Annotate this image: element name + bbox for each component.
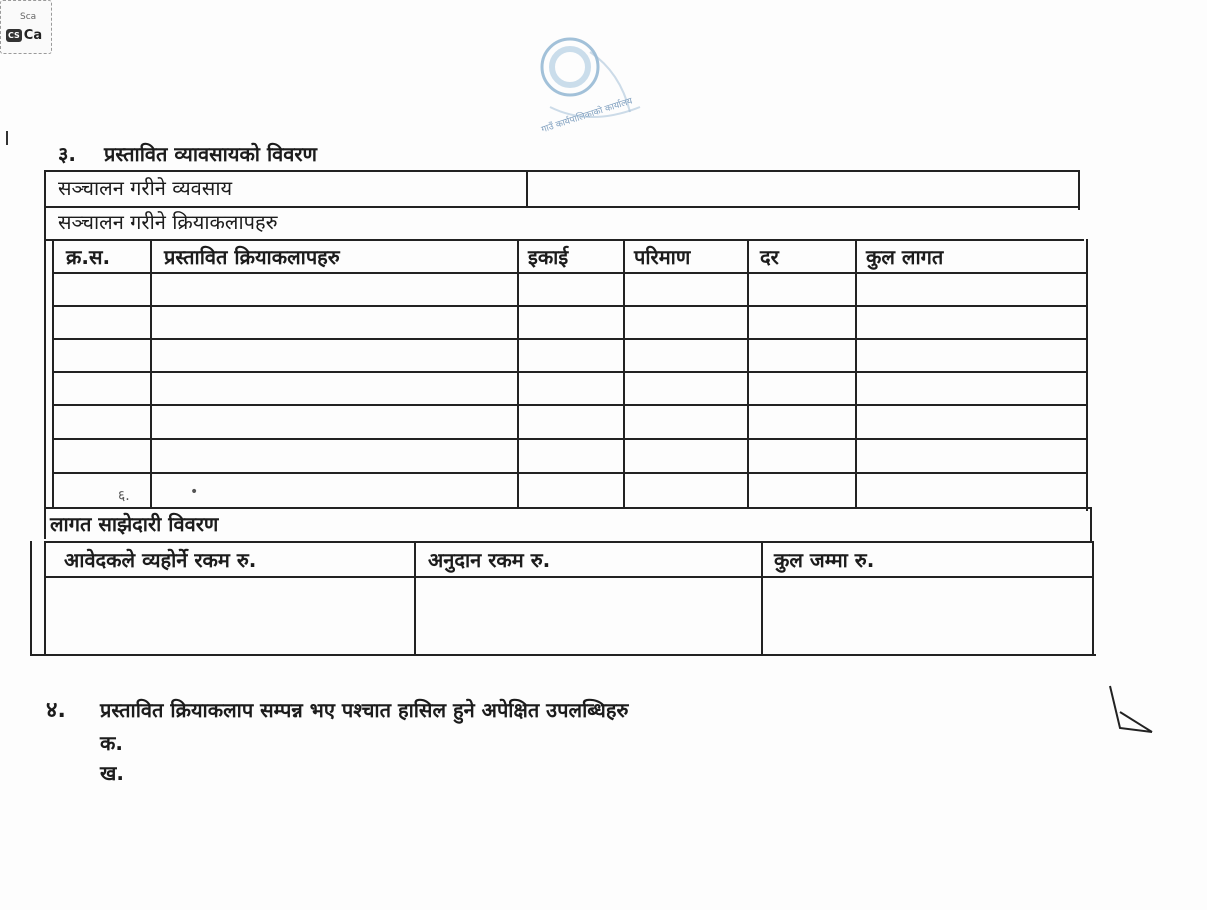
scanner-label: Sca	[20, 12, 37, 22]
table-border-left	[30, 541, 32, 656]
margin-mark	[6, 131, 8, 145]
scanner-logo: CS Ca	[8, 28, 43, 43]
col-divider	[150, 239, 152, 509]
table-border-right	[1086, 239, 1088, 511]
applicant-amount-value[interactable]	[56, 596, 406, 636]
table-line	[44, 206, 1080, 208]
header-rate: दर	[760, 245, 779, 269]
total-amount-header: कुल जम्मा रु.	[774, 548, 875, 572]
outcome-item-b: ख.	[100, 761, 124, 785]
table-border-left-inner	[44, 541, 46, 656]
row-line	[52, 472, 1088, 474]
activities-label: सञ्चालन गरीने क्रियाकलापहरु	[58, 210, 278, 234]
row-line	[52, 371, 1088, 373]
table-border-bottom	[30, 654, 1096, 656]
table-line	[52, 239, 54, 509]
handwritten-mark	[1104, 682, 1160, 738]
scanner-watermark	[0, 0, 52, 54]
table-border-top	[44, 170, 1080, 172]
col-divider	[747, 239, 749, 509]
col-divider	[414, 541, 416, 656]
header-quantity: परिमाण	[634, 245, 691, 269]
table-divider	[526, 170, 528, 208]
business-value[interactable]	[540, 178, 1070, 202]
row-line	[52, 404, 1088, 406]
row-line	[52, 338, 1088, 340]
office-stamp	[530, 22, 660, 152]
business-label: सञ्चालन गरीने व्यवसाय	[58, 176, 233, 200]
section-4-title: प्रस्तावित क्रियाकलाप सम्पन्न भए पश्चात हासिल हुने अपेक्षित उपलब्धिहरु	[100, 698, 629, 722]
header-unit: इकाई	[528, 245, 569, 269]
outcome-item-a: क.	[100, 731, 123, 755]
table-border-right	[1092, 541, 1094, 656]
row-line	[44, 541, 1092, 543]
dot-mark: •	[190, 484, 199, 500]
table-border-right	[1078, 170, 1080, 210]
col-divider	[623, 239, 625, 509]
serial-last: ६.	[118, 488, 130, 504]
grant-amount-header: अनुदान रकम रु.	[428, 548, 551, 572]
cost-sharing-label: लागत साझेदारी विवरण	[50, 512, 219, 536]
total-amount-value[interactable]	[774, 596, 1084, 636]
col-divider	[855, 239, 857, 509]
applicant-amount-header: आवेदकले व्यहोर्ने रकम रु.	[64, 548, 257, 572]
table-border-left	[44, 507, 46, 539]
table-line	[44, 239, 1084, 241]
row-line	[44, 507, 1090, 509]
header-serial: क्र.स.	[66, 245, 111, 269]
col-divider	[761, 541, 763, 656]
row-line	[52, 272, 1088, 274]
col-divider	[517, 239, 519, 509]
section-3-number: ३.	[58, 142, 76, 166]
grant-amount-value[interactable]	[428, 596, 754, 636]
row-line	[52, 305, 1088, 307]
table-border-right	[1090, 507, 1092, 541]
header-activities: प्रस्तावित क्रियाकलापहरु	[164, 245, 340, 269]
stamp-text: गाउँ कार्यपालिकाको कार्यालय	[540, 96, 634, 136]
section-3-title: प्रस्तावित व्यावसायको विवरण	[104, 142, 318, 166]
table-border-left	[44, 170, 46, 510]
header-total-cost: कुल लागत	[866, 245, 944, 269]
section-4-number: ४.	[46, 698, 66, 723]
row-line	[52, 438, 1088, 440]
row-line	[44, 576, 1094, 578]
